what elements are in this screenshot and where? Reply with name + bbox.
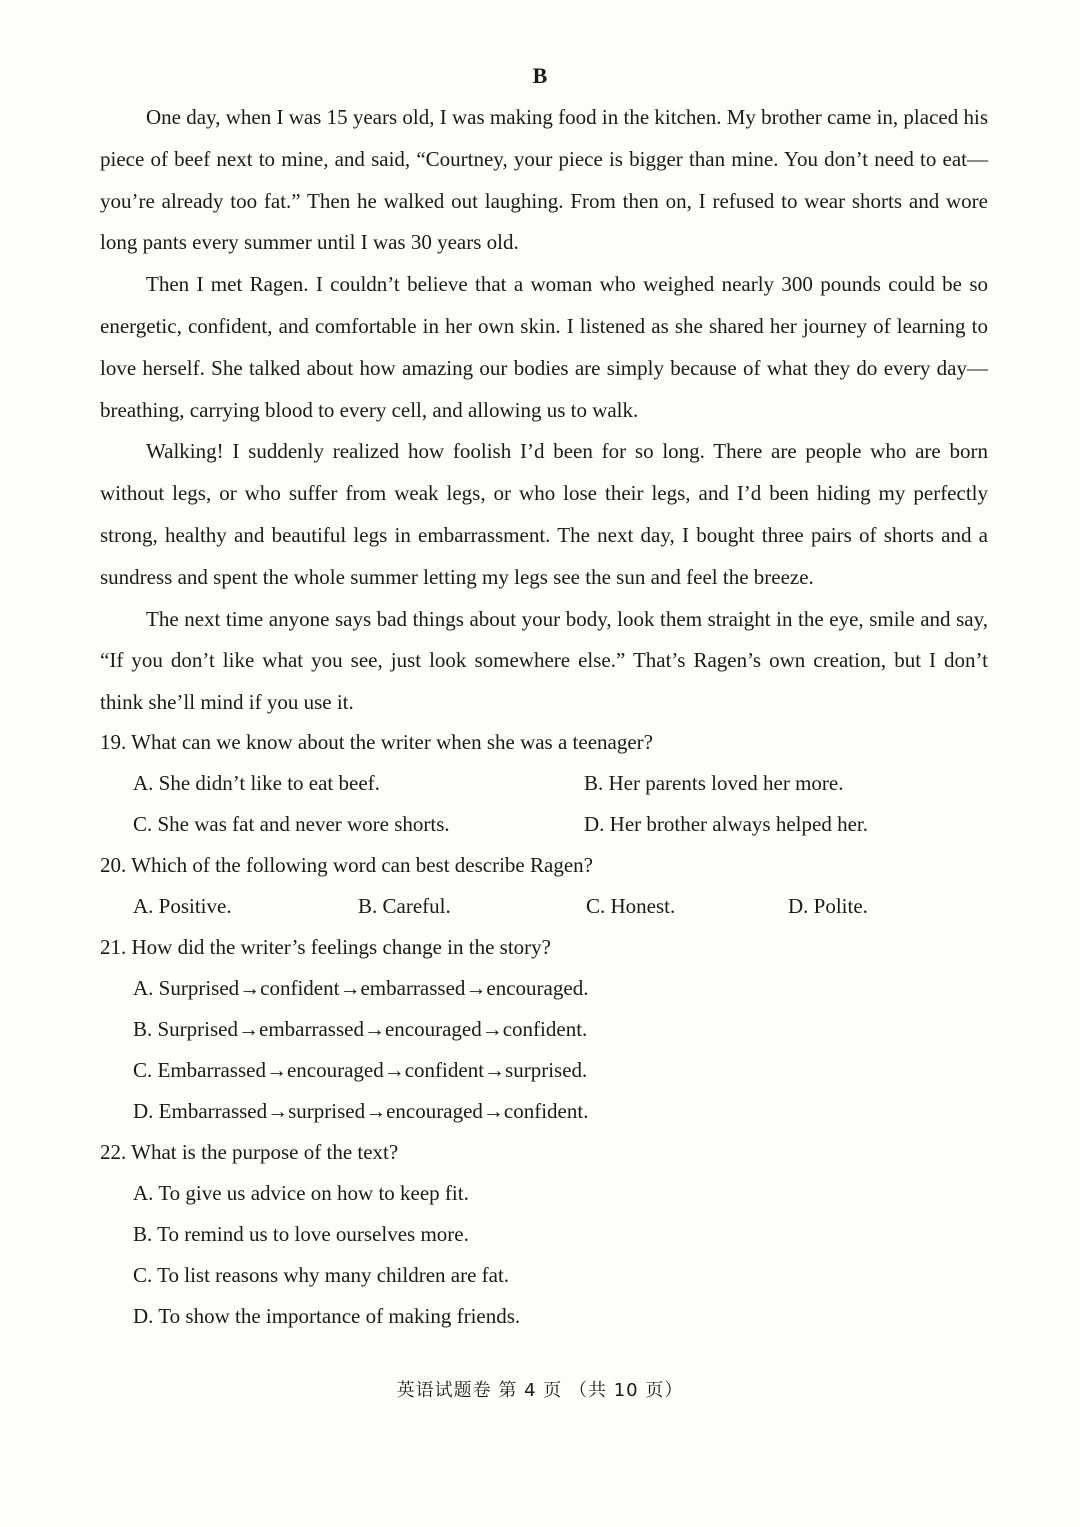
question-22-option-c: C. To list reasons why many children are fat. [133, 1263, 510, 1287]
question-22-option-a: A. To give us advice on how to keep fit. [133, 1181, 469, 1205]
question-19-option-b: B. Her parents loved her more. [584, 771, 844, 795]
question-20-stem: 20. Which of the following word can best describe Ragen? [100, 853, 593, 877]
passage-paragraph: One day, when I was 15 years old, I was making food in the kitchen. My brother came in, placed his piece of beef next to mine, and said, “Courtney, your piece is bigger than mine. You don’t need to eat—you’re already too fat.” Then he walked out laughing. From then on, I refused to wear shorts and wore long pants every summer until I was 30 years old. [100, 105, 988, 255]
section-title: B [532, 63, 548, 88]
question-22-stem: 22. What is the purpose of the text? [100, 1140, 399, 1164]
question-19-option-d: D. Her brother always helped her. [584, 812, 868, 836]
page-footer: 英语试题卷 第 4 页 （共 10 页） [396, 1380, 684, 1401]
passage-paragraph: Then I met Ragen. I couldn’t believe that a woman who weighed nearly 300 pounds could be so energetic, confident, and comfortable in her own skin. I listened as she shared her journey of learning to love herself. She talked about how amazing our bodies are simply because of what they do every day—breathing, carrying blood to every cell, and allowing us to walk. [100, 272, 988, 422]
question-21-option-b: B. Surprised→embarrassed→encouraged→confident. [133, 1017, 588, 1041]
passage-paragraph: Walking! I suddenly realized how foolish I’d been for so long. There are people who are born without legs, or who suffer from weak legs, or who lose their legs, and I’d been hiding my perfectly strong, healthy and beautiful legs in embarrassment. The next day, I bought three pairs of shorts and a sundress and spent the whole summer letting my legs see the sun and feel the breeze. [100, 439, 988, 589]
question-19-options-row-1 [100, 763, 988, 804]
question-21-option-c: C. Embarrassed→encouraged→confident→surprised. [133, 1058, 588, 1082]
question-21-stem: 21. How did the writer’s feelings change in the story? [100, 935, 551, 959]
question-19-option-a: A. She didn’t like to eat beef. [133, 771, 380, 795]
question-20-option-b: B. Careful. [358, 894, 451, 918]
question-20-option-a: A. Positive. [133, 894, 232, 918]
question-21-option-a: A. Surprised→confident→embarrassed→encouraged. [133, 976, 589, 1000]
reading-passage [100, 97, 988, 724]
question-20-option-d: D. Polite. [788, 894, 868, 918]
question-21-option-d: D. Embarrassed→surprised→encouraged→confident. [133, 1099, 589, 1123]
question-19-options-row-2 [100, 804, 988, 845]
question-19-stem: 19. What can we know about the writer when she was a teenager? [100, 730, 653, 754]
question-20-options-row [100, 886, 988, 927]
question-list [100, 722, 988, 1337]
passage-paragraph: The next time anyone says bad things about your body, look them straight in the eye, smile and say, “If you don’t like what you see, just look somewhere else.” That’s Ragen’s own creation, but I don’t think she’ll mind if you use it. [100, 606, 988, 715]
question-19-option-c: C. She was fat and never wore shorts. [133, 812, 450, 836]
question-22-option-b: B. To remind us to love ourselves more. [133, 1222, 469, 1246]
question-20-option-c: C. Honest. [586, 894, 676, 918]
question-22-option-d: D. To show the importance of making friends. [133, 1304, 521, 1328]
